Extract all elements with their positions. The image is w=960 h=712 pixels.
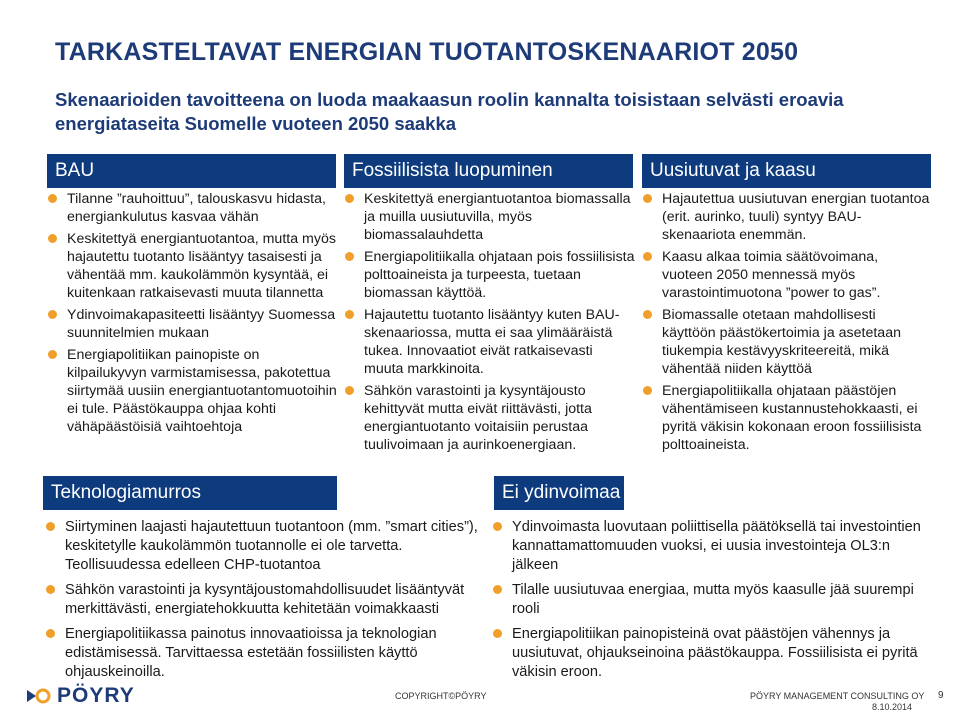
bullet-icon — [643, 194, 652, 203]
slide-title: TARKASTELTAVAT ENERGIAN TUOTANTOSKENAARIOT 2050 — [55, 38, 799, 66]
page-number: 9 — [938, 690, 944, 701]
renew-header: Uusiutuvat ja kaasu — [642, 154, 931, 188]
bullet-icon — [493, 522, 502, 531]
list-item: Sähkön varastointi ja kysyntäjoustomahdollisuudet lisääntyvät merkittävästi, energiatehokkuutta kehitetään voimakkaasti — [45, 581, 485, 619]
list-item: Tilalle uusiutuvaa energiaa, mutta myös kaasulle jää suurempi rooli — [492, 581, 922, 619]
bullet-icon — [48, 350, 57, 359]
list-item: Energiapolitiikalla ohjataan päästöjen vähentämiseen kustannustehokkaasti, ei pyritä väkisin kokonaan eroon fossiilisista polttoaineista. — [642, 382, 932, 454]
bullet-icon — [643, 386, 652, 395]
list-item: Tilanne ”rauhoittuu”, talouskasvu hidasta, energiankulutus kasvaa vähän — [47, 190, 337, 226]
poyry-logo-icon — [25, 686, 51, 706]
tech-header: Teknologiamurros — [43, 476, 337, 510]
list-item: Sähkön varastointi ja kysyntäjousto kehittyvät mutta eivät riittävästi, jotta energiantuotanto voitaisiin perustaa tuulivoimaan ja aurinkoenergiaan. — [344, 382, 636, 454]
bau-header: BAU — [47, 154, 336, 188]
list-item: Energiapolitiikalla ohjataan pois fossiilisista polttoaineista ja turpeesta, tuetaan biomassan käyttöä. — [344, 248, 636, 302]
list-item: Hajautettua uusiutuvan energian tuotantoa (erit. aurinko, tuuli) syntyy BAU-skenaariota enemmän. — [642, 190, 932, 244]
bullet-icon — [643, 252, 652, 261]
bullet-icon — [46, 629, 55, 638]
bullet-icon — [48, 310, 57, 319]
fossil-list — [344, 190, 636, 458]
bullet-icon — [48, 194, 57, 203]
list-item: Keskitettyä energiantuotantoa, mutta myös hajautettu tuotanto lisääntyy tasaisesti ja vähentää mm. kaukolämmön kysyntää, ei kuitenkaan ratkaisevasti muuta tilannetta — [47, 230, 337, 302]
copyright: COPYRIGHT©PÖYRY — [395, 691, 487, 701]
bullet-icon — [493, 585, 502, 594]
slide-date: 8.10.2014 — [872, 702, 913, 712]
list-item: Energiapolitiikan painopiste on kilpailukyvyn varmistamisessa, pakotettua siirtymää uusiin energiantuotantomuotoihin ei tule. Päästökauppa ohjaa kohti vähäpäästöisiä vaihtoehtoja — [47, 346, 337, 436]
company-name: PÖYRY MANAGEMENT CONSULTING OY — [750, 691, 925, 701]
list-item: Biomassalle otetaan mahdollisesti käyttöön päästökertoimia ja asetetaan tiukempia kestävyyskriteereitä, mikä vähentää niiden käyttöä — [642, 306, 932, 378]
renew-list — [642, 190, 932, 458]
list-item: Keskitettyä energiantuotantoa biomassalla ja muilla uusiutuvilla, myös biomassalauhdetta — [344, 190, 636, 244]
list-item: Energiapolitiikassa painotus innovaatioissa ja teknologian edistämisessä. Tarvittaessa estetään fossiilisten käyttö ohjauskeinoilla. — [45, 625, 485, 682]
bullet-icon — [345, 194, 354, 203]
bullet-icon — [48, 234, 57, 243]
bullet-icon — [493, 629, 502, 638]
list-item: Kaasu alkaa toimia säätövoimana, vuoteen 2050 mennessä myös varastointimuotona ”power to gas”. — [642, 248, 932, 302]
bau-list — [47, 190, 337, 440]
bullet-icon — [345, 310, 354, 319]
list-item: Ydinvoimakapasiteetti lisääntyy Suomessa suunnitelmien mukaan — [47, 306, 337, 342]
list-item: Ydinvoimasta luovutaan poliittisella päätöksellä tai investointien kannattamattomuuden vuoksi, ei uusia investointeja OL3:n jälkeen — [492, 518, 922, 575]
bullet-icon — [643, 310, 652, 319]
bullet-icon — [46, 522, 55, 531]
slide-subtitle: Skenaarioiden tavoitteena on luoda maakaasun roolin kannalta toisistaan selvästi eroavia energiataseita Suomelle vuoteen 2050 saakka — [55, 89, 844, 134]
tech-list — [45, 518, 485, 688]
logo-text: PÖYRY — [57, 684, 135, 707]
list-item: Energiapolitiikan painopisteinä ovat päästöjen vähennys ja uusiutuvat, ohjaukseinoina päästökauppa. Fossiilisista ei pyritä väkisin eroon. — [492, 625, 922, 682]
bullet-icon — [345, 252, 354, 261]
list-item: Hajautettu tuotanto lisääntyy kuten BAU-skenaariossa, mutta ei saa ylimääräistä tukea. Innovaatiot eivät ratkaisevasti muuta markkinoita. — [344, 306, 636, 378]
nonuclear-header: Ei ydinvoimaa — [494, 476, 624, 510]
nonuclear-list — [492, 518, 922, 688]
bullet-icon — [345, 386, 354, 395]
fossil-header: Fossiilisista luopuminen — [344, 154, 633, 188]
bullet-icon — [46, 585, 55, 594]
list-item: Siirtyminen laajasti hajautettuun tuotantoon (mm. ”smart cities”), keskitetylle kaukolämmön tuotannolle ei ole tarvetta. Teollisuudessa edelleen CHP-tuotantoa — [45, 518, 485, 575]
poyry-logo — [25, 684, 135, 708]
